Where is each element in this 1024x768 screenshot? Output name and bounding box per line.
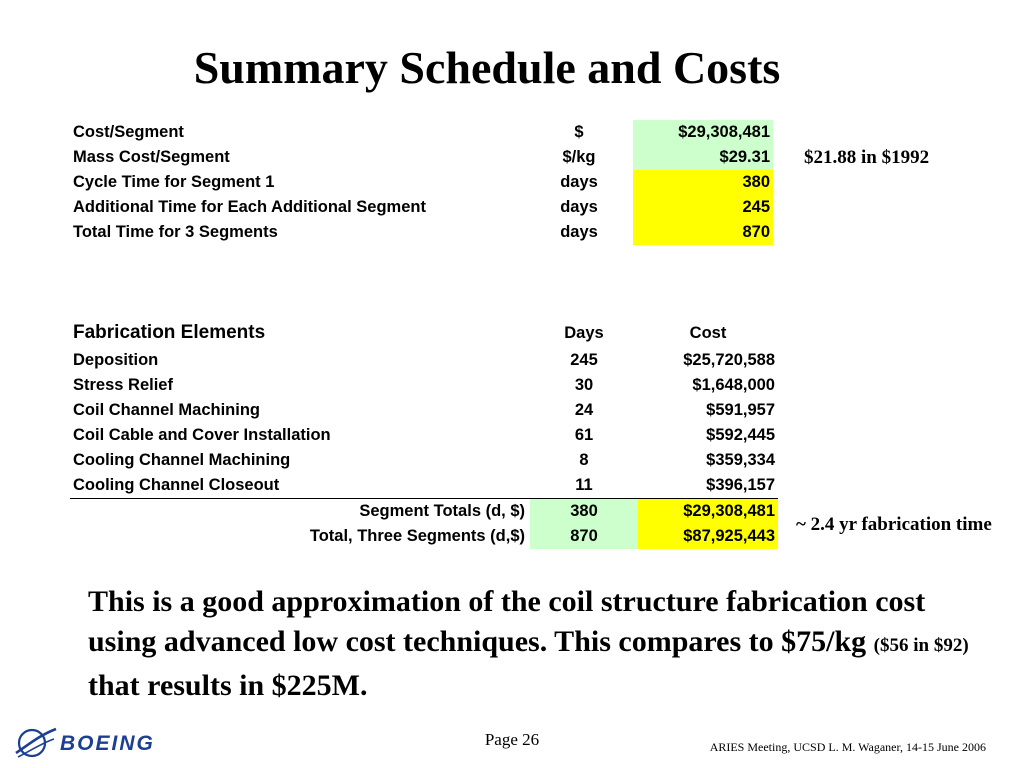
- statement-part-2: that results in $225M.: [88, 669, 368, 702]
- cost-header: Cost: [689, 324, 727, 342]
- table-row: [70, 120, 773, 145]
- table-row: [70, 220, 773, 245]
- row-cost: $1,648,000: [692, 376, 775, 394]
- totals-label: Segment Totals (d, $): [359, 502, 525, 520]
- row-cost: $25,720,588: [683, 351, 775, 369]
- table-row: [70, 398, 778, 423]
- note-1992-dollars: $21.88 in $1992: [804, 147, 930, 168]
- row-unit: days: [560, 198, 598, 216]
- footer-credit: ARIES Meeting, UCSD L. M. Waganer, 14-15 June 2006: [709, 740, 986, 754]
- row-value: 870: [633, 220, 773, 245]
- logo-text: BOEING: [60, 732, 155, 755]
- row-label: Coil Channel Machining: [73, 401, 261, 419]
- slide-title: Summary Schedule and Costs: [193, 42, 781, 93]
- fabrication-table: [70, 318, 778, 549]
- row-days: 24: [574, 401, 594, 419]
- fabrication-heading: Fabrication Elements: [73, 322, 266, 343]
- table-row: [70, 373, 778, 398]
- table-row: [70, 423, 778, 448]
- totals-days: 870: [530, 524, 638, 549]
- row-unit: days: [560, 173, 598, 191]
- table-row: [70, 170, 773, 195]
- table-row: [70, 448, 778, 473]
- row-value: 245: [633, 195, 773, 220]
- row-label: Stress Relief: [73, 376, 173, 394]
- totals-cost: $87,925,443: [638, 524, 778, 549]
- row-unit: $: [574, 123, 584, 141]
- totals-row: [70, 499, 778, 525]
- row-days: 30: [574, 376, 594, 394]
- row-label: Cooling Channel Machining: [73, 451, 291, 469]
- row-value: $29,308,481: [633, 120, 773, 145]
- row-days: 61: [574, 426, 594, 444]
- statement-small: ($56 in $92): [873, 635, 969, 656]
- row-cost: $591,957: [706, 401, 775, 419]
- row-label: Coil Cable and Cover Installation: [73, 426, 331, 444]
- row-cost: $396,157: [638, 473, 778, 499]
- statement-part-1: This is a good approximation of the coil structure fabrication cost using advanced low cost techniques. This compares to $75/kg: [88, 585, 926, 658]
- row-cost: $592,445: [706, 426, 775, 444]
- row-label: Cooling Channel Closeout: [70, 473, 530, 499]
- row-label: Deposition: [73, 351, 159, 369]
- row-label: Cycle Time for Segment 1: [73, 173, 275, 191]
- table-header-row: [70, 318, 778, 348]
- summary-table: [70, 120, 773, 245]
- row-unit: days: [560, 223, 598, 241]
- table-row: [70, 145, 773, 170]
- totals-cost: $29,308,481: [638, 499, 778, 525]
- row-label: Total Time for 3 Segments: [73, 223, 278, 241]
- table-row: [70, 348, 778, 373]
- totals-days: 380: [530, 499, 638, 525]
- table-row: [70, 473, 778, 499]
- row-cost: $359,334: [706, 451, 775, 469]
- page-number: Page 26: [484, 730, 540, 749]
- summary-statement: [88, 582, 988, 706]
- totals-row: [70, 524, 778, 549]
- days-header: Days: [564, 324, 604, 342]
- row-value: 380: [633, 170, 773, 195]
- row-value: $29.31: [633, 145, 773, 170]
- table-row: [70, 195, 773, 220]
- row-label: Additional Time for Each Additional Segment: [73, 198, 426, 216]
- note-fabrication-time: ~ 2.4 yr fabrication time: [796, 514, 992, 535]
- row-days: 245: [570, 351, 598, 369]
- row-label: Mass Cost/Segment: [73, 148, 230, 166]
- row-days: 11: [530, 473, 638, 499]
- row-unit: $/kg: [562, 148, 596, 166]
- row-days: 8: [579, 451, 589, 469]
- row-label: Cost/Segment: [73, 123, 184, 141]
- totals-label: Total, Three Segments (d,$): [309, 527, 525, 545]
